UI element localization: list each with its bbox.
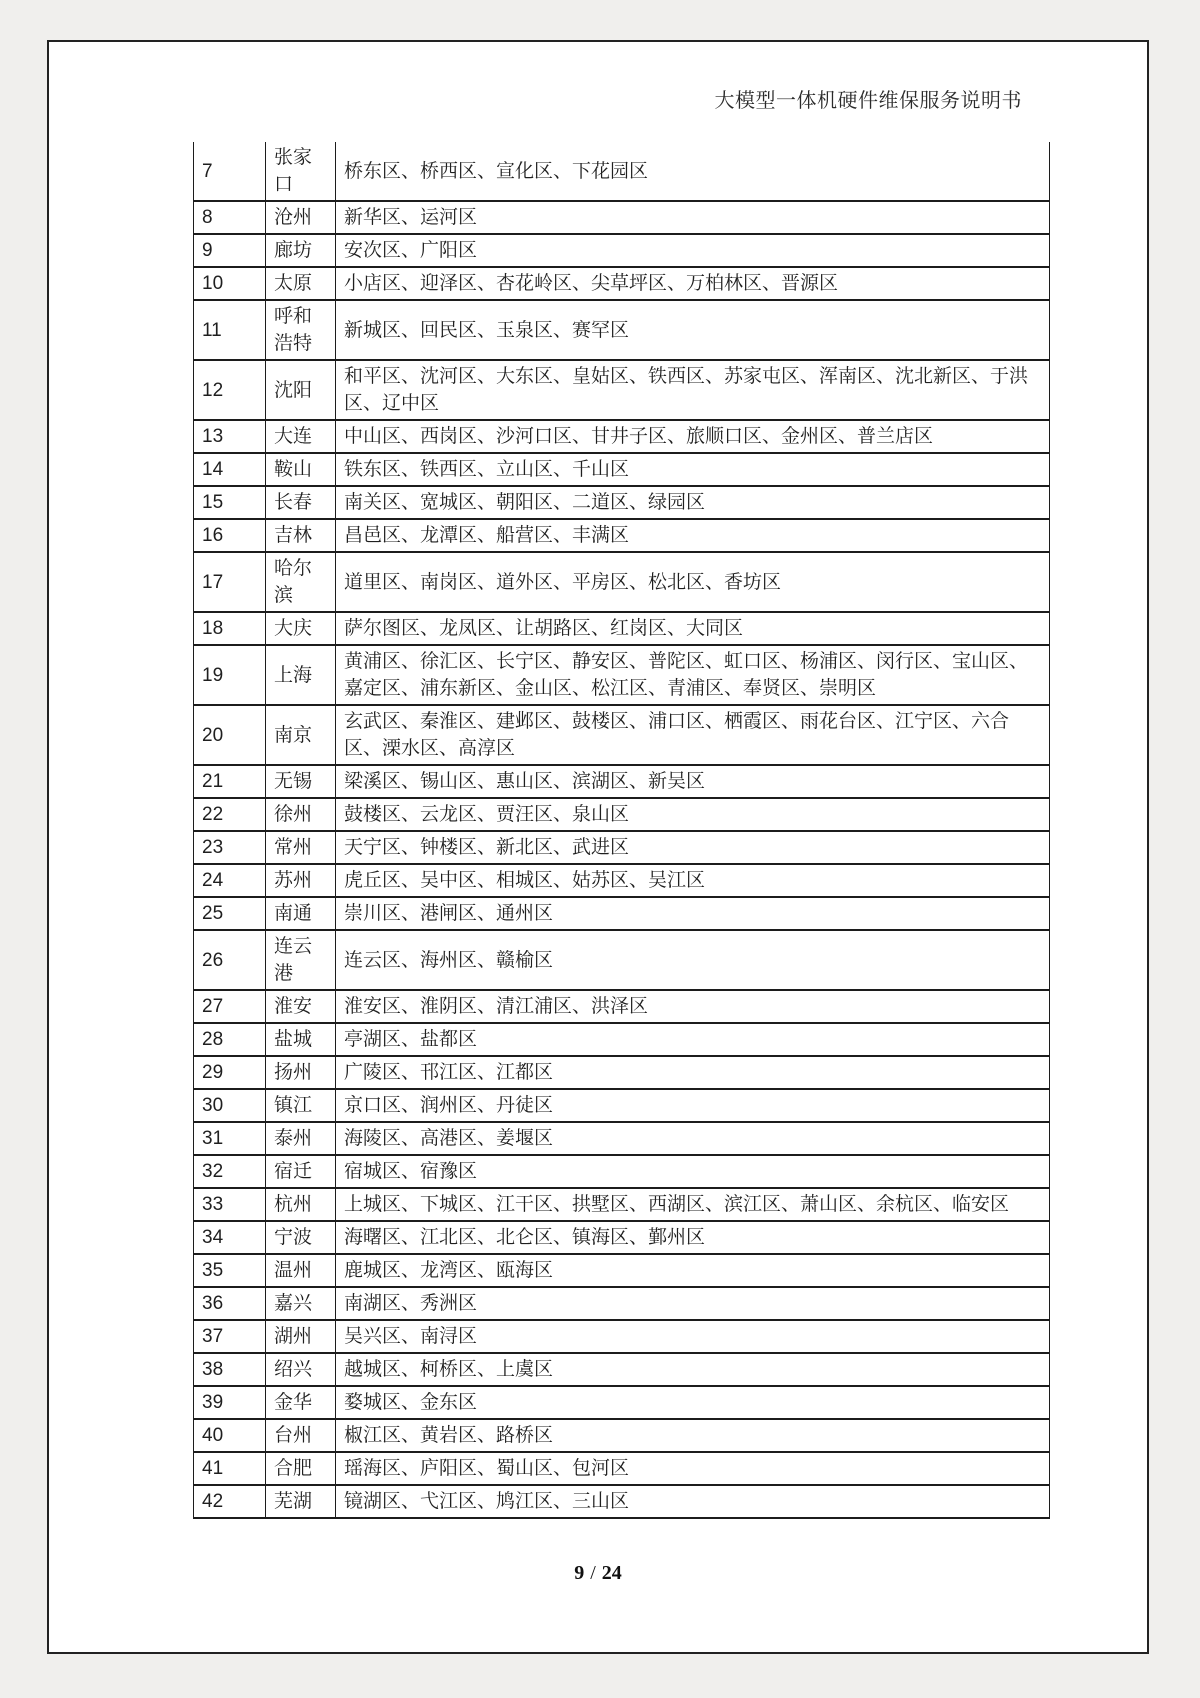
district-list: 萨尔图区、龙凤区、让胡路区、红岗区、大同区 [336, 612, 1050, 645]
city-name: 嘉兴 [266, 1287, 336, 1320]
district-list: 道里区、南岗区、道外区、平房区、松北区、香坊区 [336, 552, 1050, 612]
district-list: 新城区、回民区、玉泉区、赛罕区 [336, 300, 1050, 360]
city-name: 张家口 [266, 142, 336, 201]
row-number: 31 [194, 1122, 266, 1155]
row-number: 23 [194, 831, 266, 864]
table-row [194, 234, 1050, 267]
row-number: 13 [194, 420, 266, 453]
row-number: 12 [194, 360, 266, 420]
row-number: 35 [194, 1254, 266, 1287]
table-row [194, 1188, 1050, 1221]
city-name: 扬州 [266, 1056, 336, 1089]
city-name: 盐城 [266, 1023, 336, 1056]
table-row [194, 705, 1050, 765]
table-row [194, 486, 1050, 519]
city-name: 哈尔滨 [266, 552, 336, 612]
district-list: 南湖区、秀洲区 [336, 1287, 1050, 1320]
city-name: 沈阳 [266, 360, 336, 420]
district-list: 越城区、柯桥区、上虞区 [336, 1353, 1050, 1386]
district-list: 淮安区、淮阴区、清江浦区、洪泽区 [336, 990, 1050, 1023]
city-name: 大庆 [266, 612, 336, 645]
city-name: 金华 [266, 1386, 336, 1419]
city-name: 宿迁 [266, 1155, 336, 1188]
city-name: 合肥 [266, 1452, 336, 1485]
current-page-number: 9 [574, 1562, 585, 1584]
table-row [194, 1023, 1050, 1056]
row-number: 17 [194, 552, 266, 612]
city-name: 廊坊 [266, 234, 336, 267]
table-row [194, 420, 1050, 453]
row-number: 21 [194, 765, 266, 798]
city-name: 上海 [266, 645, 336, 705]
city-name: 长春 [266, 486, 336, 519]
table-row [194, 519, 1050, 552]
city-district-table [193, 142, 1050, 1519]
city-name: 鞍山 [266, 453, 336, 486]
district-list: 和平区、沈河区、大东区、皇姑区、铁西区、苏家屯区、浑南区、沈北新区、于洪区、辽中区 [336, 360, 1050, 420]
row-number: 14 [194, 453, 266, 486]
page-number-footer [47, 1562, 1149, 1585]
table-row [194, 300, 1050, 360]
table-row [194, 897, 1050, 930]
district-list: 吴兴区、南浔区 [336, 1320, 1050, 1353]
row-number: 22 [194, 798, 266, 831]
row-number: 16 [194, 519, 266, 552]
district-list: 婺城区、金东区 [336, 1386, 1050, 1419]
total-page-count: 24 [601, 1562, 622, 1584]
row-number: 37 [194, 1320, 266, 1353]
row-number: 36 [194, 1287, 266, 1320]
district-list: 崇川区、港闸区、通州区 [336, 897, 1050, 930]
row-number: 18 [194, 612, 266, 645]
row-number: 11 [194, 300, 266, 360]
table-row [194, 1386, 1050, 1419]
page-number-separator: / [590, 1562, 596, 1584]
district-list: 铁东区、铁西区、立山区、千山区 [336, 453, 1050, 486]
row-number: 7 [194, 142, 266, 201]
city-name: 大连 [266, 420, 336, 453]
district-list: 天宁区、钟楼区、新北区、武进区 [336, 831, 1050, 864]
table-row [194, 831, 1050, 864]
city-name: 吉林 [266, 519, 336, 552]
district-list: 南关区、宽城区、朝阳区、二道区、绿园区 [336, 486, 1050, 519]
district-list: 上城区、下城区、江干区、拱墅区、西湖区、滨江区、萧山区、余杭区、临安区 [336, 1188, 1050, 1221]
table-row [194, 1287, 1050, 1320]
row-number: 29 [194, 1056, 266, 1089]
district-list: 瑶海区、庐阳区、蜀山区、包河区 [336, 1452, 1050, 1485]
district-list: 昌邑区、龙潭区、船营区、丰满区 [336, 519, 1050, 552]
city-name: 台州 [266, 1419, 336, 1452]
row-number: 26 [194, 930, 266, 990]
table-row [194, 1056, 1050, 1089]
row-number: 30 [194, 1089, 266, 1122]
row-number: 9 [194, 234, 266, 267]
document-header-title: 大模型一体机硬件维保服务说明书 [714, 90, 1022, 112]
city-name: 淮安 [266, 990, 336, 1023]
row-number: 24 [194, 864, 266, 897]
district-list: 鹿城区、龙湾区、瓯海区 [336, 1254, 1050, 1287]
district-list: 宿城区、宿豫区 [336, 1155, 1050, 1188]
row-number: 15 [194, 486, 266, 519]
district-list: 海曙区、江北区、北仑区、镇海区、鄞州区 [336, 1221, 1050, 1254]
row-number: 39 [194, 1386, 266, 1419]
district-list: 梁溪区、锡山区、惠山区、滨湖区、新吴区 [336, 765, 1050, 798]
city-name: 沧州 [266, 201, 336, 234]
table-row [194, 1452, 1050, 1485]
city-name: 湖州 [266, 1320, 336, 1353]
city-name: 镇江 [266, 1089, 336, 1122]
city-name: 绍兴 [266, 1353, 336, 1386]
table-row [194, 360, 1050, 420]
row-number: 28 [194, 1023, 266, 1056]
table-row [194, 798, 1050, 831]
row-number: 34 [194, 1221, 266, 1254]
row-number: 38 [194, 1353, 266, 1386]
city-name: 南通 [266, 897, 336, 930]
table-row [194, 1320, 1050, 1353]
table-row [194, 142, 1050, 201]
district-list: 黄浦区、徐汇区、长宁区、静安区、普陀区、虹口区、杨浦区、闵行区、宝山区、嘉定区、浦东新区、金山区、松江区、青浦区、奉贤区、崇明区 [336, 645, 1050, 705]
city-name: 南京 [266, 705, 336, 765]
table-row [194, 930, 1050, 990]
district-list: 海陵区、高港区、姜堰区 [336, 1122, 1050, 1155]
city-name: 温州 [266, 1254, 336, 1287]
district-list: 椒江区、黄岩区、路桥区 [336, 1419, 1050, 1452]
table-row [194, 765, 1050, 798]
table-row [194, 1419, 1050, 1452]
table-row [194, 990, 1050, 1023]
district-list: 镜湖区、弋江区、鸠江区、三山区 [336, 1485, 1050, 1518]
city-name: 太原 [266, 267, 336, 300]
district-list: 玄武区、秦淮区、建邺区、鼓楼区、浦口区、栖霞区、雨花台区、江宁区、六合区、溧水区、高淳区 [336, 705, 1050, 765]
row-number: 10 [194, 267, 266, 300]
table-row [194, 1254, 1050, 1287]
district-list: 虎丘区、吴中区、相城区、姑苏区、吴江区 [336, 864, 1050, 897]
region-table-body [194, 142, 1050, 1518]
district-list: 亭湖区、盐都区 [336, 1023, 1050, 1056]
district-list: 桥东区、桥西区、宣化区、下花园区 [336, 142, 1050, 201]
row-number: 27 [194, 990, 266, 1023]
table-row [194, 1155, 1050, 1188]
city-name: 无锡 [266, 765, 336, 798]
city-name: 杭州 [266, 1188, 336, 1221]
district-list: 中山区、西岗区、沙河口区、甘井子区、旅顺口区、金州区、普兰店区 [336, 420, 1050, 453]
row-number: 41 [194, 1452, 266, 1485]
district-list: 新华区、运河区 [336, 201, 1050, 234]
city-name: 泰州 [266, 1122, 336, 1155]
table-row [194, 1221, 1050, 1254]
table-row [194, 201, 1050, 234]
city-name: 常州 [266, 831, 336, 864]
city-name: 呼和浩特 [266, 300, 336, 360]
district-list: 小店区、迎泽区、杏花岭区、尖草坪区、万柏林区、晋源区 [336, 267, 1050, 300]
district-list: 京口区、润州区、丹徒区 [336, 1089, 1050, 1122]
table-row [194, 864, 1050, 897]
table-row [194, 267, 1050, 300]
city-name: 苏州 [266, 864, 336, 897]
row-number: 42 [194, 1485, 266, 1518]
table-row [194, 1122, 1050, 1155]
table-row [194, 1089, 1050, 1122]
row-number: 32 [194, 1155, 266, 1188]
row-number: 40 [194, 1419, 266, 1452]
city-name: 连云港 [266, 930, 336, 990]
district-list: 广陵区、邗江区、江都区 [336, 1056, 1050, 1089]
table-row [194, 1485, 1050, 1518]
table-row [194, 645, 1050, 705]
table-row [194, 612, 1050, 645]
table-row [194, 1353, 1050, 1386]
row-number: 19 [194, 645, 266, 705]
district-list: 鼓楼区、云龙区、贾汪区、泉山区 [336, 798, 1050, 831]
row-number: 33 [194, 1188, 266, 1221]
district-list: 安次区、广阳区 [336, 234, 1050, 267]
city-name: 宁波 [266, 1221, 336, 1254]
row-number: 25 [194, 897, 266, 930]
city-name: 芜湖 [266, 1485, 336, 1518]
table-row [194, 552, 1050, 612]
table-row [194, 453, 1050, 486]
city-name: 徐州 [266, 798, 336, 831]
row-number: 20 [194, 705, 266, 765]
district-list: 连云区、海州区、赣榆区 [336, 930, 1050, 990]
row-number: 8 [194, 201, 266, 234]
